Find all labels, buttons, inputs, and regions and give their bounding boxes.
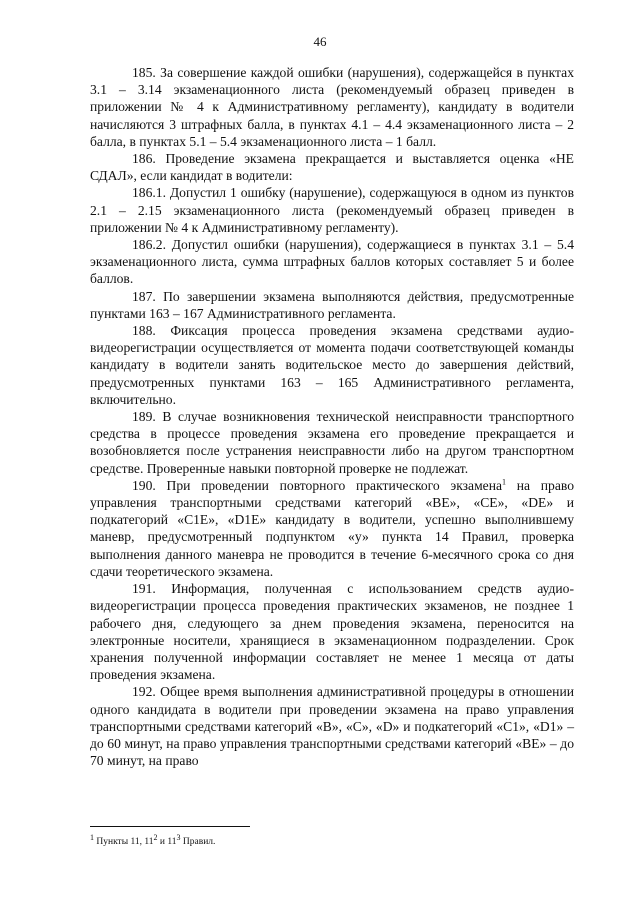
- footnote-reference[interactable]: 1: [502, 477, 507, 487]
- paragraph-192: 192. Общее время выполнения административной процедуры в отношении одного кандидата в водители при проведении экзамена на право управления транспортными средствами категорий «B», «C», «D» и подкатегорий «C1», «D1» – до 60 минут, на право управления транспортными средствами категорий «BE» – до 70 минут, на право: [90, 684, 574, 769]
- paragraph-186: 186. Проведение экзамена прекращается и выставляется оценка «НЕ СДАЛ», если кандидат в водители:: [90, 151, 574, 184]
- paragraph-186-1: 186.1. Допустил 1 ошибку (нарушение), содержащуюся в одном из пунктов 2.1 – 2.15 экзаменационного листа (рекомендуемый образец приведен в приложении № 4 к Административному регламенту).: [90, 185, 574, 235]
- paragraph-185: 185. За совершение каждой ошибки (нарушения), содержащейся в пунктах 3.1 – 3.14 экзаменационного листа (рекомендуемый образец приведен в приложении № 4 к Административному регламенту), кандидату в водители начисляются 3 штрафных балла, в пунктах 4.1 – 4.4 экзаменационного листа – 2 балла, в пунктах 5.1 – 5.4 экзаменационного листа – 1 балл.: [90, 65, 574, 149]
- footnote-text-c: Правил.: [180, 837, 216, 847]
- footnote-mark: 1: [90, 832, 94, 842]
- paragraph-186-2: 186.2. Допустил ошибки (нарушения), содержащиеся в пунктах 3.1 – 5.4 экзаменационного листа, сумма штрафных баллов которых составляет 5 и более баллов.: [90, 237, 574, 287]
- footnote-divider: [90, 826, 250, 827]
- body-text: [90, 64, 574, 769]
- paragraph-188: 188. Фиксация процесса проведения экзамена средствами аудио-видеорегистрации осуществляется от момента подачи соответствующей команды кандидату в водители занять водительское место до завершения действий, предусмотренных пунктами 163 – 165 Административного регламента, включительно.: [90, 323, 574, 407]
- footnote-sup-b: 3: [176, 832, 181, 842]
- footnote-sup-a: 2: [153, 832, 158, 842]
- footnote-text-b: и 11: [157, 837, 177, 847]
- paragraph-189: 189. В случае возникновения технической неисправности транспортного средства в процессе проведения экзамена его проведение прекращается и возобновляется после устранения неисправности либо на другом транспортном средстве. Проверенные навыки повторной проверке не подлежат.: [90, 409, 574, 476]
- paragraph-190-rest: на право управления транспортными средствами категорий «BE», «CE», «DE» и подкатегорий «C1E», «D1E» кандидату в водители, успешно выполнившему маневр, предусмотренный подпунктом «у» пункта 14 Правил, проверка выполнения данного маневра не проводится в течение 6-месячного срока со дня сдачи теоретического экзамена.: [90, 477, 574, 579]
- page-number: 46: [313, 34, 327, 49]
- footnote: [90, 832, 216, 848]
- paragraph-191: 191. Информация, полученная с использованием средств аудио-видеорегистрации процесса проведения практических экзаменов, не позднее 1 рабочего дня, следующего за днем проведения экзамена, переносится на электронные носители, хранящиеся в экзаменационном подразделении. Срок хранения полученной информации составляет не менее 1 месяца от даты проведения экзамена.: [90, 581, 574, 683]
- paragraph-190: [90, 477, 574, 580]
- paragraph-190-start: 190. При проведении повторного практического экзамена: [132, 477, 503, 493]
- paragraph-187: 187. По завершении экзамена выполняются действия, предусмотренные пунктами 163 – 167 Административного регламента.: [90, 288, 574, 321]
- footnote-text-a: Пункты 11, 11: [94, 837, 154, 847]
